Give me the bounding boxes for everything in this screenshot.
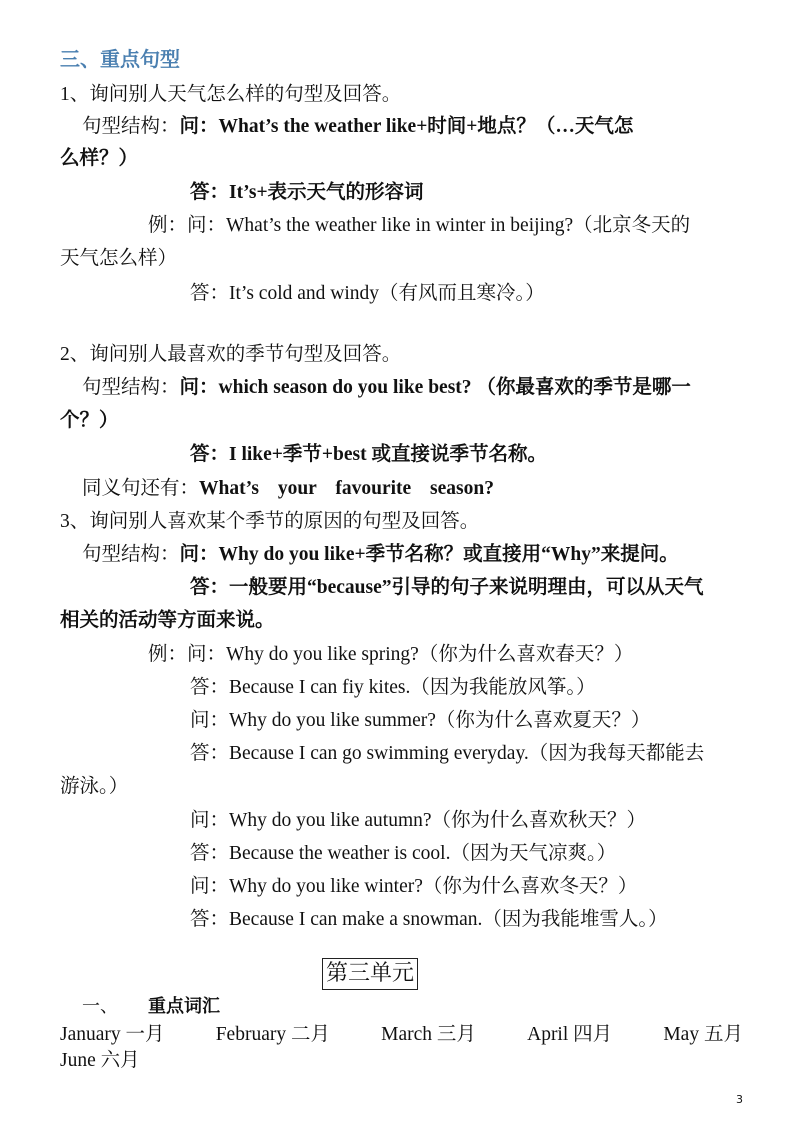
months-row-2 [60, 1048, 743, 1074]
item-1-title: 1、询问别人天气怎么样的句型及回答。 [60, 84, 402, 105]
page-number: 3 [736, 1093, 743, 1106]
structure-label: 句型结构： [82, 377, 180, 398]
example-question: 问：Why do you like spring?（你为什么喜欢春天？） [187, 644, 634, 665]
vocab-heading-row [82, 994, 743, 1020]
item-2-answer: 答：I like+季节+best 或直接说季节名称。 [190, 444, 547, 465]
month-item: February 二月 [215, 1024, 330, 1045]
example-answer: 答：Because I can make a snowman.（因为我能堆雪人。） [190, 909, 668, 930]
item-1-structure [82, 114, 743, 140]
example-answer: 答：Because I can fiy kites.（因为我能放风筝。） [190, 677, 596, 698]
item-1-question: 问：What’s the weather like+时间+地点？（…天气怎 [179, 116, 634, 137]
item-1-answer: 答：It’s+表示天气的形容词 [190, 182, 424, 203]
months-row-1 [60, 1022, 743, 1048]
structure-label: 句型结构： [82, 116, 180, 137]
example-question: 问：Why do you like autumn?（你为什么喜欢秋天？） [190, 810, 647, 831]
item-1-example-question: 问：What’s the weather like in winter in beijing?（北京冬天的 [187, 215, 691, 236]
vocab-number: 一、 [82, 996, 118, 1017]
example-answer: 答：Because I can go swimming everyday.（因为我每天都能去 [190, 743, 705, 764]
month-item: January 一月 [60, 1024, 165, 1045]
vocab-heading: 重点词汇 [148, 996, 220, 1017]
example-label: 例： [148, 215, 188, 236]
item-2-structure [82, 375, 743, 401]
synonym-label: 同义句还有： [82, 478, 200, 499]
item-2-synonym [82, 476, 743, 502]
item-1-example-question-cont: 天气怎么样） [60, 248, 178, 269]
item-3-answer: 答：一般要用“because”引导的句子来说明理由，可以从天气 [190, 577, 704, 598]
example-question: 问：Why do you like winter?（你为什么喜欢冬天？） [190, 876, 638, 897]
unit-title: 第三单元 [322, 958, 418, 990]
item-2-title: 2、询问别人最喜欢的季节句型及回答。 [60, 344, 402, 365]
item-1-example [148, 213, 743, 239]
month-item: May 五月 [663, 1024, 743, 1045]
example-label: 例： [148, 644, 188, 665]
month-item: June 六月 [60, 1050, 140, 1071]
month-item: April 四月 [527, 1024, 613, 1045]
months-list [60, 1022, 743, 1074]
item-3-structure [82, 542, 743, 568]
item-1-example-answer: 答：It’s cold and windy（有风而且寒冷。） [190, 283, 545, 304]
item-2-question-cont: 个？） [60, 410, 119, 431]
synonym-sentence: What’s your favourite season? [199, 478, 494, 499]
example-answer: 答：Because the weather is cool.（因为天气凉爽。） [190, 843, 617, 864]
item-3-example-1 [148, 642, 743, 668]
structure-label: 句型结构： [82, 544, 180, 565]
item-2-question: 问：which season do you like best? （你最喜欢的季节是哪一 [179, 377, 691, 398]
item-3-answer-cont: 相关的活动等方面来说。 [60, 610, 275, 631]
example-answer-cont: 游泳。） [60, 776, 129, 797]
example-question: 问：Why do you like summer?（你为什么喜欢夏天？） [190, 710, 651, 731]
section-heading: 三、重点句型 [60, 47, 180, 71]
item-3-title: 3、询问别人喜欢某个季节的原因的句型及回答。 [60, 511, 480, 532]
item-1-question-cont: 么样？） [60, 148, 139, 169]
month-item: March 三月 [381, 1024, 476, 1045]
item-3-question: 问：Why do you like+季节名称？或直接用“Why”来提问。 [179, 544, 679, 565]
